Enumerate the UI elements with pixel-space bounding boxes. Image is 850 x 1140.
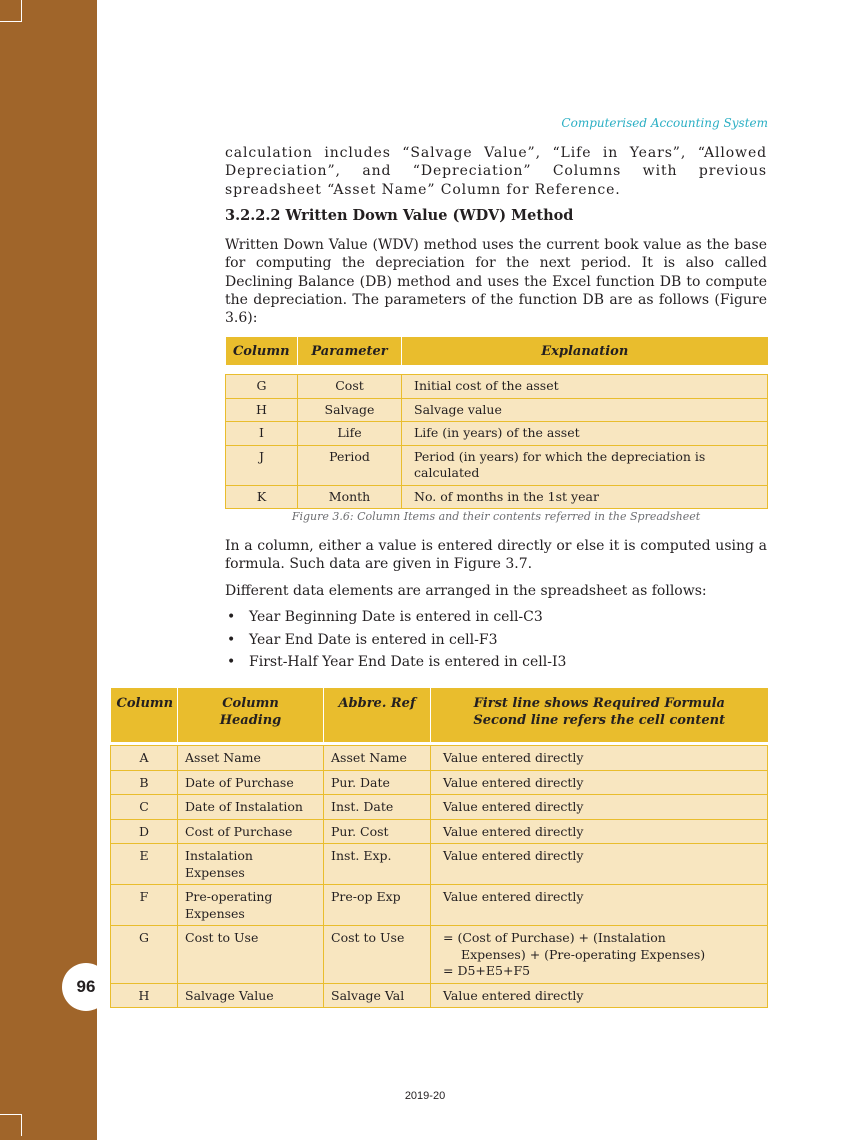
table-cell: Inst. Date <box>324 795 431 820</box>
after-figure-paragraph: In a column, either a value is entered directly or else it is computed using a formula. Such data are given in Figure 3.7. <box>225 538 767 573</box>
table-cell: H <box>111 983 178 1008</box>
table-cell: Value entered directly <box>431 795 768 820</box>
table-cell: Cost to Use <box>324 926 431 984</box>
crop-mark-top <box>0 0 22 22</box>
table-row <box>111 926 768 984</box>
table-cell: D <box>111 819 178 844</box>
intro-paragraph: calculation includes “Salvage Value”, “Life in Years”, “Allowed Depreciation”, and “Depreciation” Columns with previous spreadsheet “Asset Name” Column for Reference. <box>225 145 767 198</box>
table-cell: B <box>111 770 178 795</box>
arrangement-paragraph: Different data elements are arranged in the spreadsheet as follows: <box>225 583 707 599</box>
table-cell: Pre-op Exp <box>324 885 431 926</box>
table-cell: Inst. Exp. <box>324 844 431 885</box>
table-cell: Salvage value <box>402 398 768 422</box>
table-row <box>111 819 768 844</box>
table-cell: Asset Name <box>324 746 431 771</box>
table-cell: J <box>226 445 298 485</box>
table-cell: Date of Instalation <box>178 795 324 820</box>
table-row <box>111 983 768 1008</box>
formula-cell <box>431 926 768 984</box>
table-cell: Asset Name <box>178 746 324 771</box>
list-item: • Year End Date is entered in cell-F3 <box>225 629 767 652</box>
table-cell: Period (in years) for which the depreciation is calculated <box>402 445 768 485</box>
table-cell: Value entered directly <box>431 844 768 885</box>
table-cell: Salvage <box>298 398 402 422</box>
table-cell: Pur. Cost <box>324 819 431 844</box>
table-cell: F <box>111 885 178 926</box>
column-header: Column <box>111 688 178 742</box>
table-cell: Life (in years) of the asset <box>402 422 768 446</box>
table-cell: C <box>111 795 178 820</box>
table-row <box>226 398 768 422</box>
table-row <box>111 885 768 926</box>
table-cell: Instalation Expenses <box>178 844 324 885</box>
table-cell: Value entered directly <box>431 885 768 926</box>
table-cell: K <box>226 485 298 509</box>
table-cell: G <box>226 375 298 399</box>
column-header: Parameter <box>298 337 402 365</box>
table-cell: Value entered directly <box>431 770 768 795</box>
parameters-table <box>225 337 768 509</box>
table-cell: Salvage Value <box>178 983 324 1008</box>
table-row <box>226 375 768 399</box>
column-header: First line shows Required Formula Second line refers the cell content <box>431 688 768 742</box>
wdv-paragraph: Written Down Value (WDV) method uses the current book value as the base for computing the depreciation for the next period. It is also called Declining Balance (DB) method and uses the Excel function DB to compute the depreciation. The parameters of the function DB are as follows (Figure 3.6): <box>225 237 767 327</box>
column-header: Abbre. Ref <box>324 688 431 742</box>
footer-year: 2019-20 <box>404 1090 446 1102</box>
table-cell: Date of Purchase <box>178 770 324 795</box>
table-row <box>111 770 768 795</box>
table-cell: H <box>226 398 298 422</box>
figure-caption: Figure 3.6: Column Items and their contents referred in the Spreadsheet <box>291 510 701 523</box>
table-cell: Month <box>298 485 402 509</box>
table-cell: I <box>226 422 298 446</box>
column-header: Column Heading <box>178 688 324 742</box>
column-header: Explanation <box>402 337 768 365</box>
table-row <box>111 746 768 771</box>
table-cell: Cost to Use <box>178 926 324 984</box>
table-header-row <box>111 688 768 742</box>
table-row <box>111 795 768 820</box>
table-cell: E <box>111 844 178 885</box>
list-item: • First-Half Year End Date is entered in cell-I3 <box>225 651 767 674</box>
table-cell: Value entered directly <box>431 746 768 771</box>
table-cell: Period <box>298 445 402 485</box>
data-elements-table <box>110 688 768 1008</box>
table-cell: Life <box>298 422 402 446</box>
cell-reference-line: = D5+E5+F5 <box>443 963 531 978</box>
table-cell: Value entered directly <box>431 819 768 844</box>
section-title: 3.2.2.2 Written Down Value (WDV) Method <box>225 207 574 224</box>
column-header: Column <box>226 337 298 365</box>
table-cell: Cost <box>298 375 402 399</box>
table-cell: Pur. Date <box>324 770 431 795</box>
page-number: 96 <box>62 963 110 1011</box>
formula-line: = (Cost of Purchase) + (Instalation Expenses) + (Pre-operating Expenses) <box>443 930 706 962</box>
table-cell: Pre-operating Expenses <box>178 885 324 926</box>
table-cell: Initial cost of the asset <box>402 375 768 399</box>
list-item: • Year Beginning Date is entered in cell-C3 <box>225 606 767 629</box>
table-row <box>111 844 768 885</box>
running-head: Computerised Accounting System <box>561 116 768 130</box>
table-cell: Salvage Val <box>324 983 431 1008</box>
table-cell: Value entered directly <box>431 983 768 1008</box>
table-cell: A <box>111 746 178 771</box>
table-row <box>226 445 768 485</box>
table-cell: G <box>111 926 178 984</box>
bullet-list <box>225 606 767 674</box>
crop-mark-bottom <box>0 1114 22 1136</box>
table-row <box>226 485 768 509</box>
table-cell: No. of months in the 1st year <box>402 485 768 509</box>
table-header-row <box>226 337 768 365</box>
table-cell: Cost of Purchase <box>178 819 324 844</box>
table-row <box>226 422 768 446</box>
